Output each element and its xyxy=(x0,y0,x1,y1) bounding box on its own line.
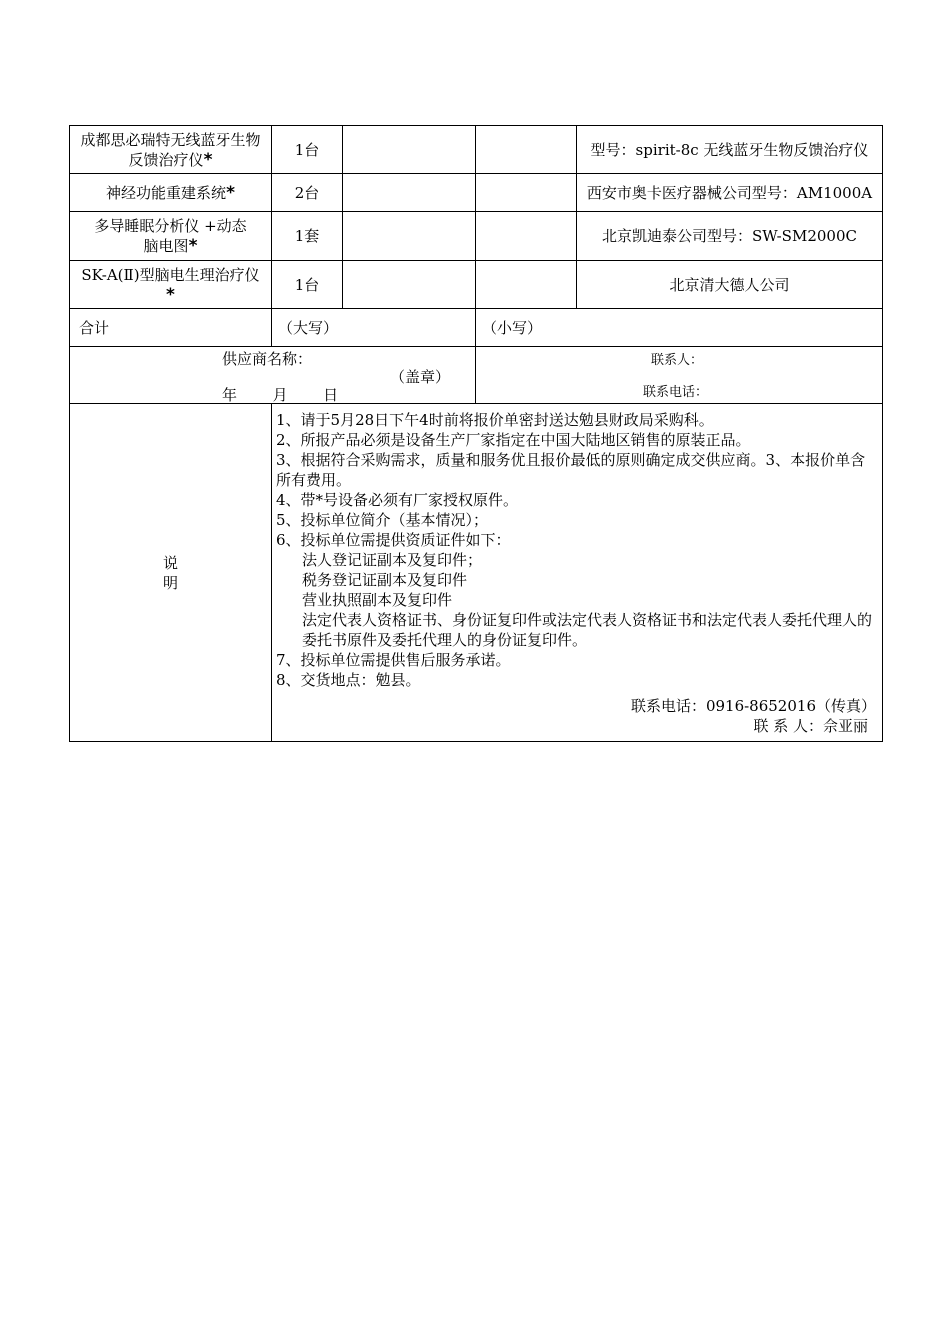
day-label: 日 xyxy=(323,386,339,404)
item-name-cell xyxy=(70,212,272,261)
notes-content xyxy=(272,404,883,742)
total-row xyxy=(70,309,883,347)
note-line: 2、所报产品必须是设备生产厂家指定在中国大陆地区销售的原装正品。 xyxy=(276,430,751,449)
amount-cell[interactable] xyxy=(476,126,577,174)
item-name-cell xyxy=(70,126,272,174)
item-remark: 西安市奥卡医疗器械公司型号：AM1000A xyxy=(577,174,883,212)
item-row xyxy=(70,261,883,309)
total-lowercase-field[interactable] xyxy=(476,309,883,347)
notes-label: 说明 xyxy=(163,553,179,592)
contact-info-cell[interactable] xyxy=(476,347,883,404)
note-sub-line: 营业执照副本及复印件 xyxy=(302,590,453,609)
required-star: * xyxy=(166,284,175,305)
item-row xyxy=(70,212,883,261)
note-line: 5、投标单位简介（基本情况）； xyxy=(276,510,489,529)
contact-person-note: 联 系 人：佘亚丽 xyxy=(753,716,868,735)
seal-label: （盖章） xyxy=(390,368,451,386)
month-label: 月 xyxy=(272,386,288,404)
note-line: 4、带*号设备必须有厂家授权原件。 xyxy=(276,490,519,509)
note-sub-line: 法人登记证副本及复印件； xyxy=(302,550,483,569)
item-row xyxy=(70,174,883,212)
item-name: 多导睡眠分析仪 +动态脑电图 xyxy=(94,217,247,255)
quotation-form xyxy=(69,125,882,742)
year-label: 年 xyxy=(222,386,238,404)
note-sub-line: 税务登记证副本及复印件 xyxy=(302,570,468,589)
item-name: 神经功能重建系统 xyxy=(106,183,227,202)
note-line: 6、投标单位需提供资质证件如下： xyxy=(276,530,511,549)
supplier-name-label: 供应商名称： xyxy=(222,350,313,368)
note-sub-line: 法定代表人资格证书、身份证复印件或法定代表人资格证书和法定代表人委托代理人的委托书原件及委托代理人的身份证复印件。 xyxy=(302,610,873,649)
note-line: 7、投标单位需提供售后服务承诺。 xyxy=(276,650,511,669)
total-lowercase-label: （小写） xyxy=(482,318,543,337)
item-row xyxy=(70,126,883,174)
unit-price-cell[interactable] xyxy=(343,212,476,261)
item-name-cell xyxy=(70,261,272,309)
item-remark: 型号：spirit-8c 无线蓝牙生物反馈治疗仪 xyxy=(577,126,883,174)
notes-label-cell xyxy=(70,404,272,742)
unit-price-cell[interactable] xyxy=(343,174,476,212)
date-line xyxy=(222,385,338,405)
amount-cell[interactable] xyxy=(476,174,577,212)
required-star: * xyxy=(203,149,213,170)
item-quantity: 1套 xyxy=(272,212,343,261)
total-label: 合计 xyxy=(70,309,272,347)
contact-person-label: 联系人： xyxy=(651,353,704,368)
required-star: * xyxy=(188,236,198,256)
contact-phone-note: 联系电话：0916-8652016（传真） xyxy=(630,696,876,715)
item-quantity: 2台 xyxy=(272,174,343,212)
notes-row xyxy=(70,404,883,742)
item-quantity: 1台 xyxy=(272,126,343,174)
item-name: 成都思必瑞特无线蓝牙生物反馈治疗仪 xyxy=(80,130,261,169)
note-line: 3、根据符合采购需求，质量和服务优且报价最低的原则确定成交供应商。3、本报价单含所有费用。 xyxy=(276,450,866,489)
total-uppercase-label: （大写） xyxy=(278,318,339,337)
unit-price-cell[interactable] xyxy=(343,261,476,309)
supplier-info-cell[interactable] xyxy=(70,347,476,404)
item-remark: 北京凯迪泰公司型号：SW-SM2000C xyxy=(577,212,883,261)
total-uppercase-field[interactable] xyxy=(272,309,476,347)
supplier-row xyxy=(70,347,883,404)
item-quantity: 1台 xyxy=(272,261,343,309)
contact-phone-label: 联系电话： xyxy=(643,385,709,400)
note-line: 8、交货地点：勉县。 xyxy=(276,670,421,689)
required-star: * xyxy=(226,182,235,203)
amount-cell[interactable] xyxy=(476,261,577,309)
item-name-cell xyxy=(70,174,272,212)
item-name: SK-A(Ⅱ)型脑电生理治疗仪 xyxy=(81,265,260,284)
unit-price-cell[interactable] xyxy=(343,126,476,174)
quotation-table xyxy=(69,125,883,742)
amount-cell[interactable] xyxy=(476,212,577,261)
note-line: 1、请于5月28日下午4时前将报价单密封送达勉县财政局采购科。 xyxy=(276,410,714,429)
item-remark: 北京清大德人公司 xyxy=(577,261,883,309)
